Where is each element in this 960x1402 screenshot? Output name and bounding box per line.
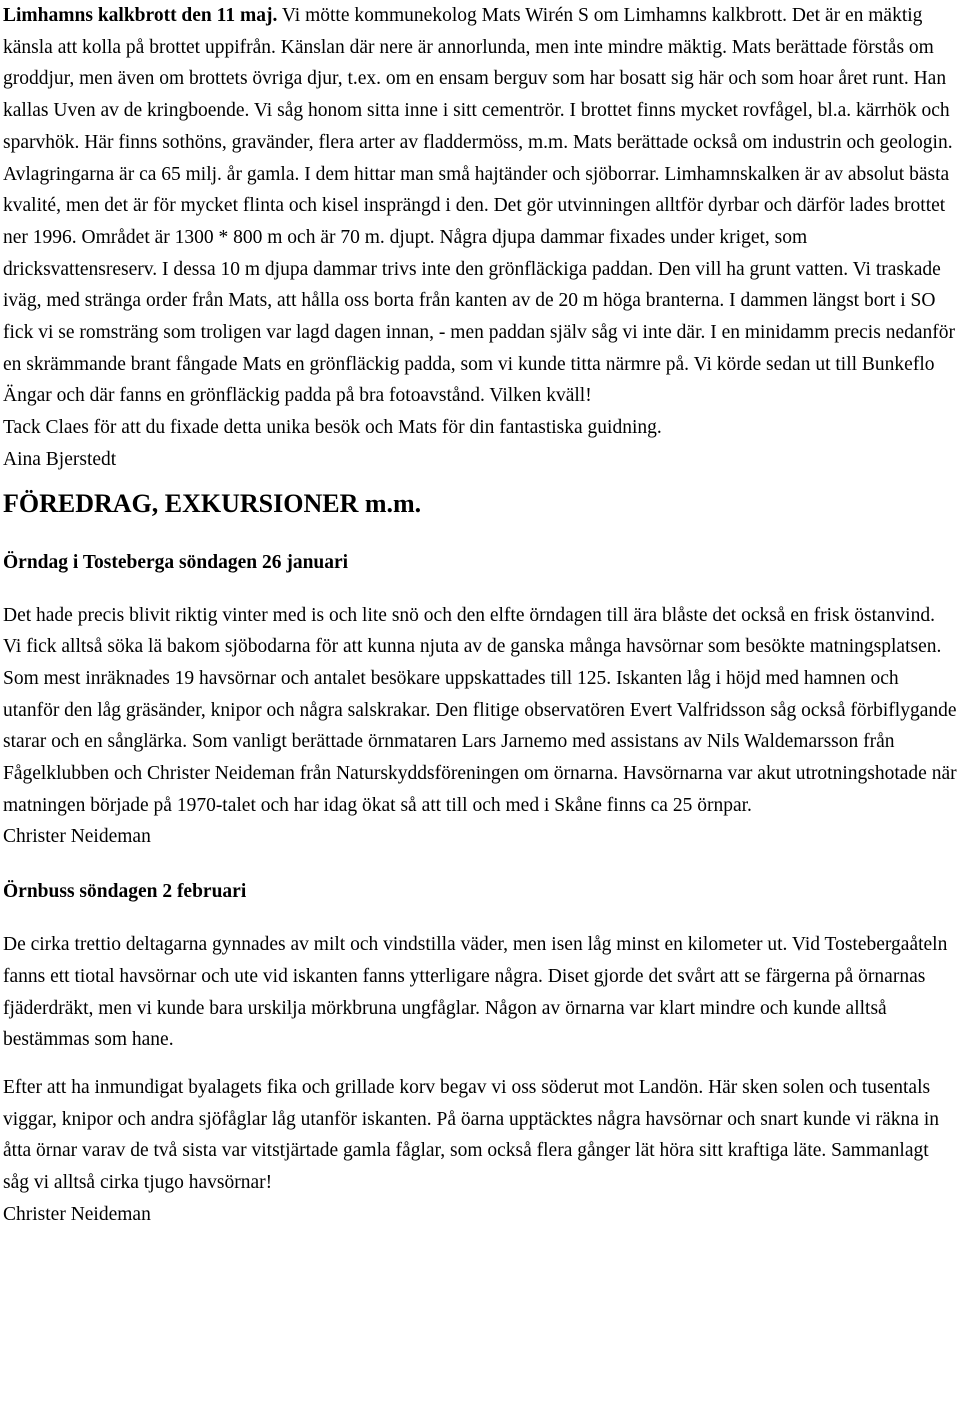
intro-thanks: Tack Claes för att du fixade detta unika besök och Mats för din fantastiska guidning. — [3, 417, 662, 439]
article-ornbuss-paragraph-2: Efter att ha inmundigat byalagets fika och grillade korv begav vi oss söderut mot Landön. Här sken solen och tusentals viggar, knipor och andra sjöfåglar låg utanför iskanten. På öarna upptäcktes några havsörnar och snart kunde vi räkna in åtta örnar varav de två sista var vitstjärtade gamla fåglar, som också flera gånger lät höra sitt kraftiga läte. Sammanlagt såg vi alltså cirka tjugo havsörnar! — [3, 1076, 939, 1194]
article-ornbuss-author: Christer Neideman — [3, 1203, 151, 1225]
document-page — [3, 0, 957, 1231]
intro-title: Limhamns kalkbrott den 11 maj. — [3, 5, 278, 26]
intro-author: Aina Bjerstedt — [3, 448, 117, 470]
intro-paragraph — [3, 0, 957, 412]
article-title-ornbuss: Örnbuss söndagen 2 februari — [3, 881, 247, 903]
paragraph-gap — [3, 1056, 957, 1072]
article-orndag-paragraph: Det hade precis blivit riktig vinter med is och lite snö och den elfte örndagen till ära blåste det också en frisk östanvind. Vi fick alltså söka lä bakom sjöbodarna för att kunna njuta av de ganska många havsörnar som besökte matningsplatsen. Som mest inräknades 19 havsörnar och antalet besökare uppskattades till 125. Iskanten låg i höjd med hamnen och utanför den låg gräsänder, knipor och några salskrakar. Den flitige observatören Evert Valfridsson såg också förbiflygande starar och en sånglärka. Som vanligt berättade örnmataren Lars Jarnemo med assistans av Nils Waldemarsson från Fågelklubben och Christer Neideman från Naturskyddsföreningen om örnarna. Havsörnarna var akut utrotningshotade när matningen började på 1970-talet och har idag ökat så att till och med i Skåne finns ca 25 örnpar. — [3, 604, 957, 816]
article-title-orndag: Örndag i Tosteberga söndagen 26 januari — [3, 551, 349, 573]
article-orndag-author: Christer Neideman — [3, 826, 151, 848]
section-heading: FÖREDRAG, EXKURSIONER m.m. — [3, 488, 422, 518]
article-ornbuss-paragraph-1: De cirka trettio deltagarna gynnades av milt och vindstilla väder, men isen låg minst en kilometer ut. Vid Tostebergaåteln fanns ett tiotal havsörnar och ute vid iskanten fanns ytterligare några. Diset gjorde det svårt att se färgerna på örnarnas fjäderdräkt, men vi kunde bara urskilja mörkbruna ungfåglar. Någon av örnarna var klart mindre och kunde alltså bestämmas som hane. — [3, 934, 948, 1051]
intro-body: Vi mötte kommunekolog Mats Wirén S om Limhamns kalkbrott. Det är en mäktig känsla att kolla på brottet uppifrån. Känslan där nere är annorlunda, men inte mindre mäktig. Mats berättade förstås om groddjur, men även om brottets övriga djur, t.ex. om en ensam berguv som har bosatt sig här och som hoar året runt. Han kallas Uven av de kringboende. Vi såg honom sitta inne i sitt cementrör. I brottet finns mycket rovfågel, bl.a. kärrhök och sparvhök. Här finns sothöns, gravänder, flera arter av fladdermöss, m.m. Mats berättade också om industrin och geologin. Avlagringarna är ca 65 milj. år gamla. I dem hittar man små hajtänder och sjöborrar. Limhamnskalken är av absolut bästa kvalité, men det är för mycket flinta och kisel insprängd i den. Det gör utvinningen alltför dyrbar och därför lades brottet ner 1996. Området är 1300 * 800 m och är 70 m. djupt. Några djupa dammar fixades under kriget, som dricksvattensreserv. I dessa 10 m djupa dammar trivs inte den grönfläckiga paddan. Den vill ha grunt vatten. Vi traskade iväg, med stränga order från Mats, att hålla oss borta från kanten av de 20 m höga branterna. I dammen längst bort i SO fick vi se romsträng som troligen var lagd dagen innan, - men paddan själv såg vi inte där. I en minidamm precis nedanför en skrämmande brant fångade Mats en grönfläckig padda, som vi kunde titta närmre på. Vi körde sedan ut till Bunkeflo Ängar och där fanns en grönfläckig padda på bra fotoavstånd. Vilken kväll! — [3, 5, 955, 407]
